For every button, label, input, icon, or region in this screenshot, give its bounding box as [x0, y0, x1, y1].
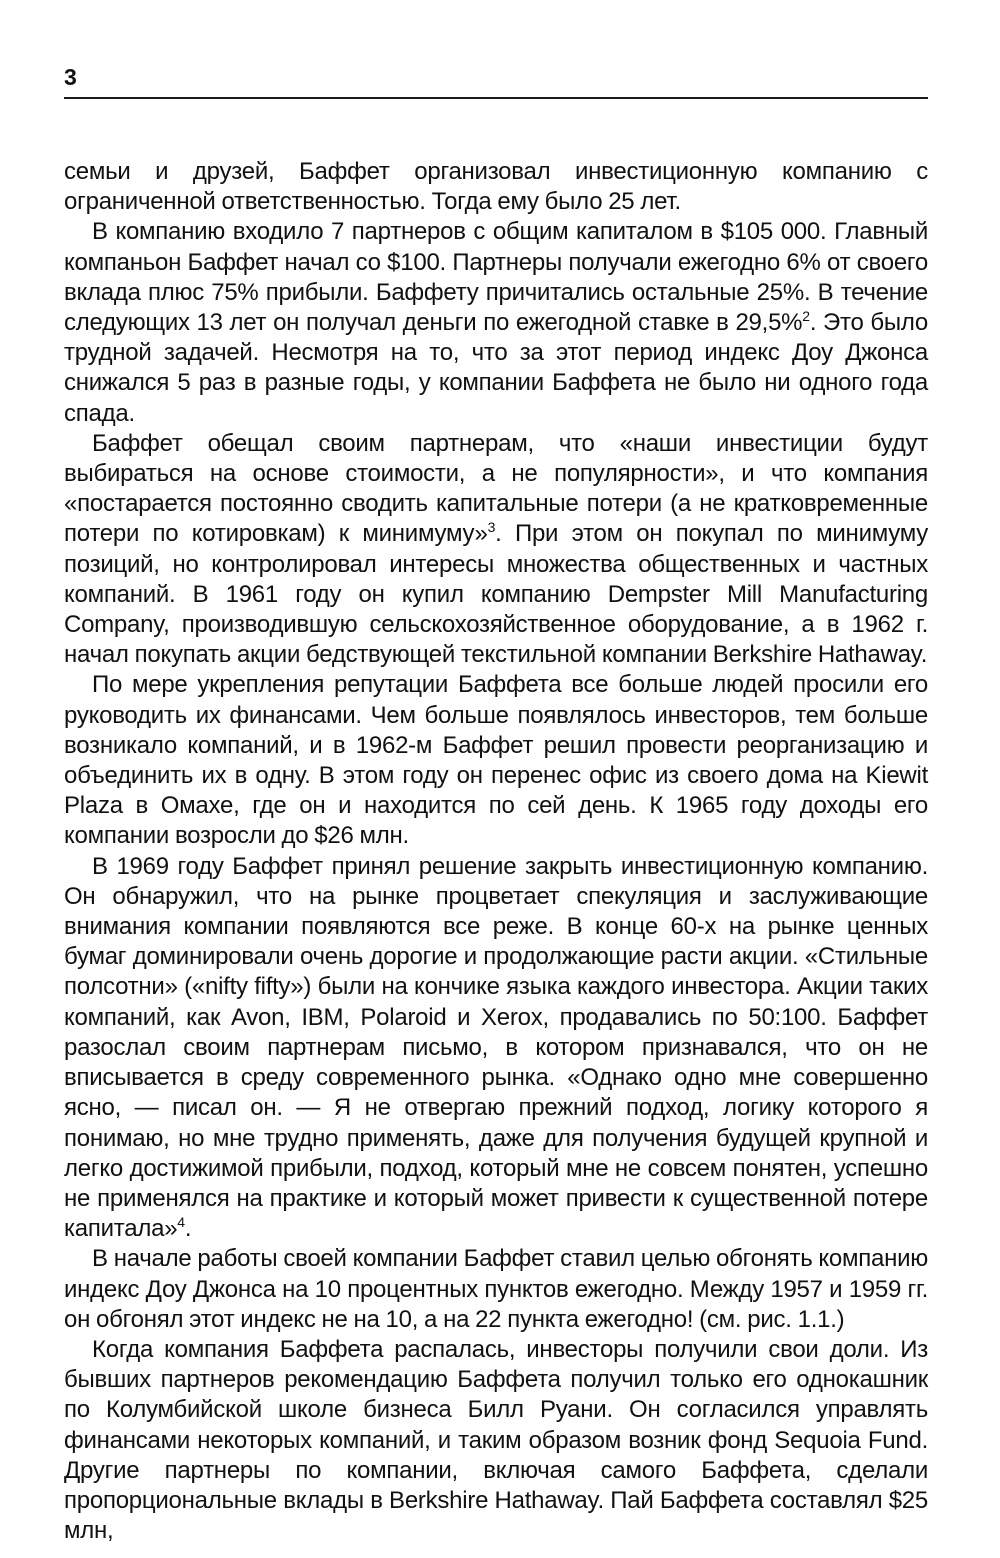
paragraph [64, 852, 928, 1245]
paragraph-text: В начале работы своей компании Баффет ставил целью обгонять компанию индекс Доу Джонса на 10 процентных пунктов ежегодно. Между 1957 и 1959 гг. он обгонял этот индекс не на 10, а на 22 пункта ежегодно! (см. рис. 1.1.) [64, 1245, 928, 1333]
footnote-marker: 3 [487, 519, 496, 536]
header-rule [64, 97, 928, 99]
paragraph-text: семьи и друзей, Баффет организовал инвестиционную компанию с ограниченной ответственностью. Тогда ему было 25 лет. [64, 158, 928, 216]
paragraph-text: В 1969 году Баффет принял решение закрыть инвестиционную компанию. Он обнаружил, что на рынке процветает спекуляция и заслуживающие внимания компании появляются все реже. В конце 60-х на рынке ценных бумаг доминировали очень дорогие и продолжающие расти акции. «Стильные полсотни» («nifty fifty») были на кончике языка каждого инвестора. Акции таких компаний, как Avon, IBM, Polaroid и Xerox, продавались по 50:100. Баффет разослал своим партнерам письмо, в котором признавался, что он не вписывается в среду современного рынка. «Однако одно мне совершенно ясно, — писал он. — Я не отвергаю прежний подход, логику которого я понимаю, но мне трудно применять, даже для получения будущей крупной и легко достижимой прибыли, подход, который мне не совсем понятен, успешно не применялся на практике и который может привести к существенной потере капитала» [64, 852, 928, 1243]
page-number: 3 [64, 64, 77, 90]
paragraph [64, 217, 928, 428]
paragraph-text: Баффет обещал своим партнерам, что «наши инвестиции будут выбираться на основе стоимости, а не популярности», и что компания «постарается постоянно сводить капитальные потери (а не кратковременные потери по котировкам) к минимуму» [64, 429, 928, 548]
paragraph [64, 670, 928, 851]
footnote-marker: 4 [177, 1214, 185, 1231]
footnote-marker: 2 [802, 308, 810, 325]
paragraph [64, 157, 928, 217]
paragraph-text: . [184, 1215, 192, 1243]
paragraph-text: . Это было трудной задачей. Несмотря на то, что за этот период индекс Доу Джонса снижался 5 раз в разные годы, у компании Баффета не было ни одного года спада. [64, 309, 928, 427]
paragraph [64, 1244, 928, 1335]
paragraph [64, 429, 928, 671]
paragraph [64, 1335, 928, 1546]
paragraph-text: По мере укрепления репутации Баффета все больше людей просили его руководить их финансами. Чем больше появлялось инвесторов, тем больше возникало компаний, и в 1962-м Баффет решил провести реорганизацию и объединить их в одну. В этом году он перенес офис из своего дома на Kiewit Plaza в Омахе, где он и находится по сей день. К 1965 году доходы его компании возросли до $26 млн. [64, 671, 928, 850]
body-text [64, 157, 928, 1546]
paragraph-text: В компанию входило 7 партнеров с общим капиталом в $105 000. Главный компаньон Баффет начал со $100. Партнеры получали ежегодно 6% от своего вклада плюс 75% прибыли. Баффету причитались остальные 25%. В течение следующих 13 лет он получал деньги по ежегодной ставке в 29,5% [64, 218, 928, 337]
paragraph-text: . При этом он покупал по минимуму позиций, но контролировал интересы множества общественных и частных компаний. В 1961 году он купил компанию Dempster Mill Manufacturing Company, производившую сельскохозяйственное оборудование, а в 1962 г. начал покупать акции бедствующей текстильной компании Berkshire Hathaway. [64, 520, 928, 669]
paragraph-text: Когда компания Баффета распалась, инвесторы получили свои доли. Из бывших партнеров рекомендацию Баффета получил только его однокашник по Колумбийской школе бизнеса Билл Руани. Он согласился управлять финансами некоторых компаний, и таким образом возник фонд Sequoia Fund. Другие партнеры по компании, включая самого Баффета, сделали пропорциональные вклады в Berkshire Hathaway. Пай Баффета составлял $25 млн, [64, 1335, 928, 1545]
